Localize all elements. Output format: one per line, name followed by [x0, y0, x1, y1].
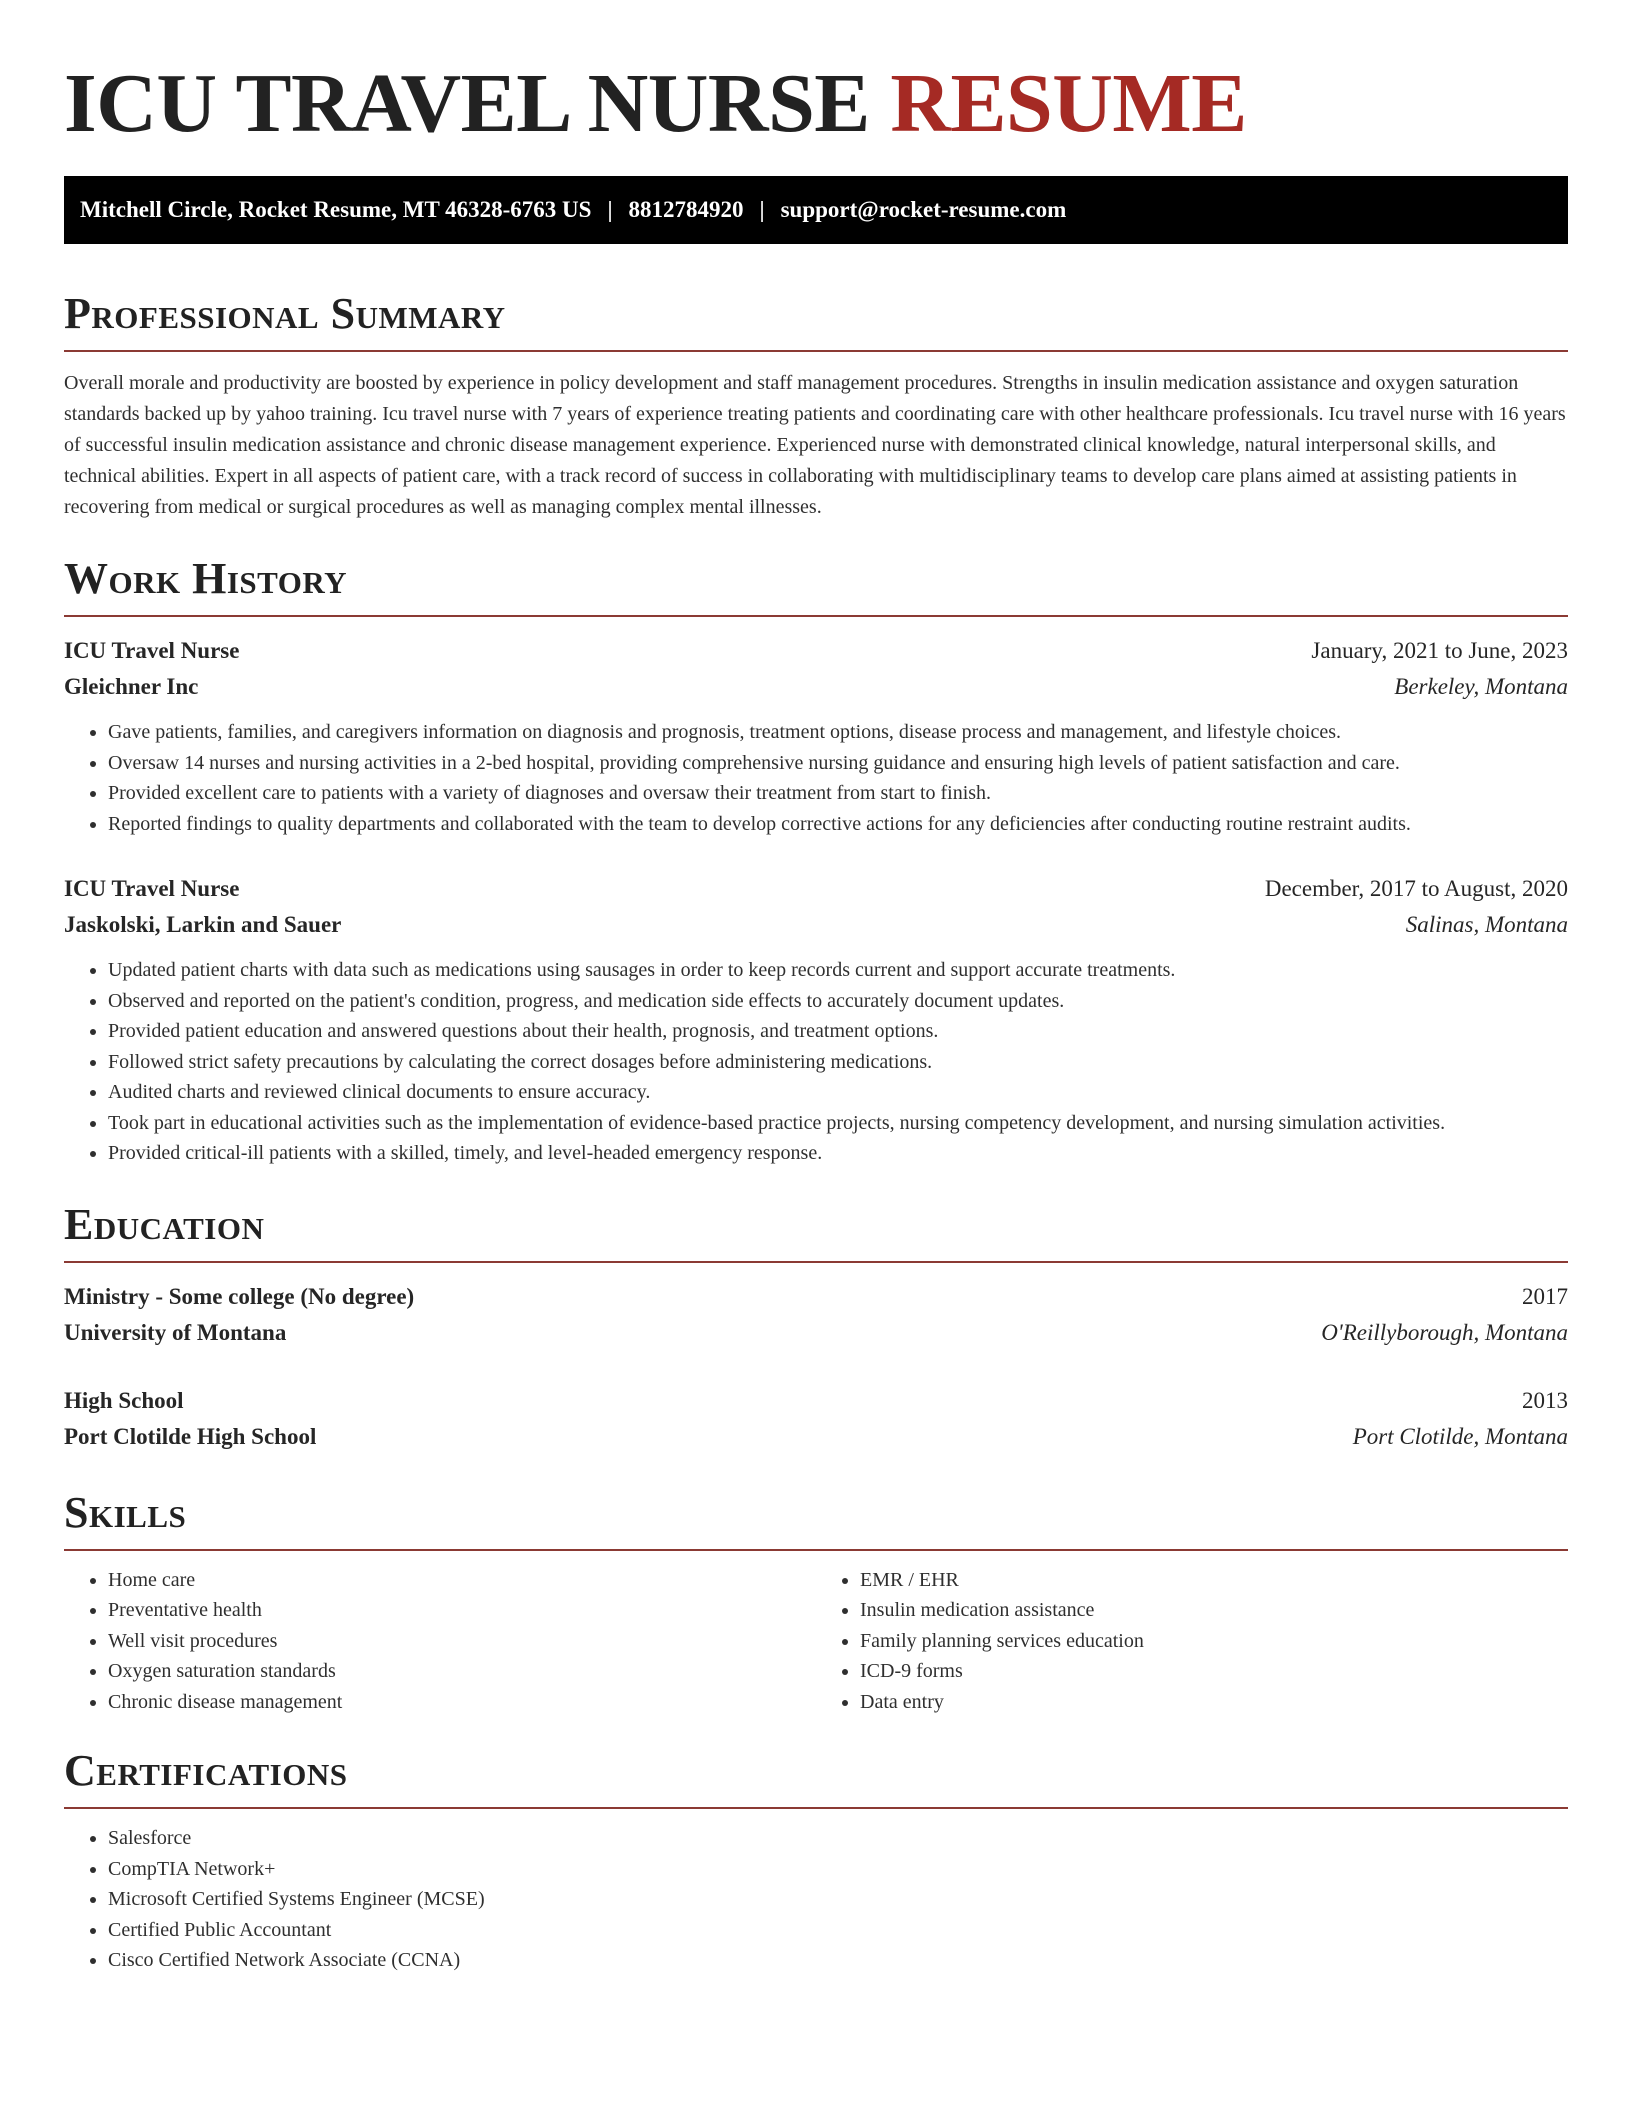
job-duty: • Gave patients, families, and caregivers information on diagnosis and prognosis, treatment options, disease process and management, and lifestyle choices. — [108, 717, 1568, 748]
title-accent: RESUME — [890, 57, 1247, 150]
job-title: ICU Travel Nurse — [64, 638, 240, 663]
job-dates: January, 2021 to June, 2023 — [1311, 638, 1568, 663]
skill-item: • Preventative health — [108, 1595, 816, 1626]
job-duty: • Provided patient education and answered questions about their health, prognosis, and treatment options. — [108, 1016, 1568, 1047]
job-duty: • Audited charts and reviewed clinical documents to ensure accuracy. — [108, 1077, 1568, 1108]
job-duty: • Provided excellent care to patients with a variety of diagnoses and oversaw their treatment from start to finish. — [108, 778, 1568, 809]
job-duty: • Oversaw 14 nurses and nursing activities in a 2-bed hospital, providing comprehensive nursing guidance and ensuring high levels of patient satisfaction and care. — [108, 748, 1568, 779]
contact-bar — [64, 176, 1568, 244]
job-company-row — [64, 669, 1568, 705]
job-duty: • Reported findings to quality departments and collaborated with the team to develop corrective actions for any deficiencies after conducting routine restraint audits. — [108, 809, 1568, 840]
skill-item: • EMR / EHR — [860, 1565, 1568, 1596]
skill-item: • Insulin medication assistance — [860, 1595, 1568, 1626]
section-divider — [64, 1807, 1568, 1809]
resume-title — [64, 56, 1568, 152]
education-header-row — [64, 1279, 1568, 1315]
section-heading-education: Education — [64, 1199, 265, 1249]
education-degree: Ministry - Some college (No degree) — [64, 1283, 415, 1309]
job-location: Salinas, Montana — [1405, 912, 1568, 937]
certifications-section — [64, 1745, 1568, 1976]
job-dates: December, 2017 to August, 2020 — [1264, 876, 1568, 901]
certification-item: • Salesforce — [108, 1823, 1568, 1854]
section-divider — [64, 615, 1568, 617]
job-company: Gleichner Inc — [64, 674, 199, 699]
skill-item: • ICD-9 forms — [860, 1656, 1568, 1687]
job-duty: • Followed strict safety precautions by calculating the correct dosages before administering medications. — [108, 1047, 1568, 1078]
work-history-section — [64, 553, 1568, 1169]
job-duty: • Updated patient charts with data such as medications using sausages in order to keep records current and support accurate treatments. — [108, 955, 1568, 986]
contact-address: Mitchell Circle, Rocket Resume, MT 46328-6763 US — [80, 197, 592, 222]
certification-item: • Certified Public Accountant — [108, 1915, 1568, 1946]
job-duty: • Took part in educational activities such as the implementation of evidence-based practice projects, nursing competency development, and nursing simulation activities. — [108, 1108, 1568, 1139]
job-duties-list — [64, 717, 1568, 839]
section-heading-certifications: Certifications — [64, 1746, 348, 1795]
skill-item: • Data entry — [860, 1687, 1568, 1718]
job-company-row — [64, 907, 1568, 943]
section-heading-skills: Skills — [64, 1487, 187, 1537]
job-location: Berkeley, Montana — [1394, 674, 1568, 699]
education-year: 2013 — [1522, 1387, 1568, 1413]
skills-list-right — [816, 1565, 1568, 1718]
job-header-row — [64, 871, 1568, 907]
education-header-row — [64, 1383, 1568, 1419]
job-entry — [64, 871, 1568, 1169]
education-school: Port Clotilde High School — [64, 1423, 317, 1449]
education-year: 2017 — [1522, 1283, 1568, 1309]
job-header-row — [64, 633, 1568, 669]
skill-item: • Family planning services education — [860, 1626, 1568, 1657]
job-company: Jaskolski, Larkin and Sauer — [64, 912, 342, 937]
section-heading-work: Work History — [64, 554, 348, 603]
contact-separator: | — [607, 197, 613, 222]
contact-email: support@rocket-resume.com — [780, 197, 1067, 222]
certifications-list — [64, 1823, 1568, 1976]
job-entry — [64, 633, 1568, 839]
skill-item: • Home care — [108, 1565, 816, 1596]
skill-item: • Oxygen saturation standards — [108, 1656, 816, 1687]
contact-phone: 8812784920 — [628, 197, 744, 222]
education-school: University of Montana — [64, 1319, 287, 1345]
education-location: O'Reillyborough, Montana — [1321, 1319, 1568, 1345]
job-duties-list — [64, 955, 1568, 1169]
skills-section — [64, 1487, 1568, 1718]
education-school-row — [64, 1419, 1568, 1455]
section-divider — [64, 350, 1568, 352]
certification-item: • CompTIA Network+ — [108, 1854, 1568, 1885]
skills-columns — [64, 1565, 1568, 1718]
skill-item: • Well visit procedures — [108, 1626, 816, 1657]
section-divider — [64, 1549, 1568, 1551]
education-entry — [64, 1383, 1568, 1455]
summary-section — [64, 288, 1568, 523]
education-school-row — [64, 1315, 1568, 1351]
job-duty: • Provided critical-ill patients with a skilled, timely, and level-headed emergency response. — [108, 1138, 1568, 1169]
certification-item: • Microsoft Certified Systems Engineer (MCSE) — [108, 1884, 1568, 1915]
certification-item: • Cisco Certified Network Associate (CCNA) — [108, 1945, 1568, 1976]
education-degree: High School — [64, 1387, 184, 1413]
title-main: ICU TRAVEL NURSE — [64, 57, 870, 150]
education-location: Port Clotilde, Montana — [1352, 1423, 1568, 1449]
education-entry — [64, 1279, 1568, 1351]
job-title: ICU Travel Nurse — [64, 876, 240, 901]
skill-item: • Chronic disease management — [108, 1687, 816, 1718]
education-section — [64, 1199, 1568, 1455]
section-divider — [64, 1261, 1568, 1263]
contact-separator: | — [759, 197, 765, 222]
summary-text: Overall morale and productivity are boosted by experience in policy development and staff management procedures. Strengths in insulin medication assistance and oxygen saturation standards backed up by yahoo training. Icu travel nurse with 7 years of experience treating patients and coordinating care with other healthcare professionals. Icu travel nurse with 16 years of successful insulin medication assistance and chronic disease management experience. Experienced nurse with demonstrated clinical knowledge, natural interpersonal skills, and technical abilities. Expert in all aspects of patient care, with a track record of success in collaborating with multidisciplinary teams to develop care plans aimed at assisting patients in recovering from medical or surgical procedures as well as managing complex mental illnesses. — [64, 372, 1566, 518]
job-duty: • Observed and reported on the patient's condition, progress, and medication side effects to accurately document updates. — [108, 986, 1568, 1017]
skills-list-left — [64, 1565, 816, 1718]
section-heading-summary: Professional Summary — [64, 289, 506, 338]
